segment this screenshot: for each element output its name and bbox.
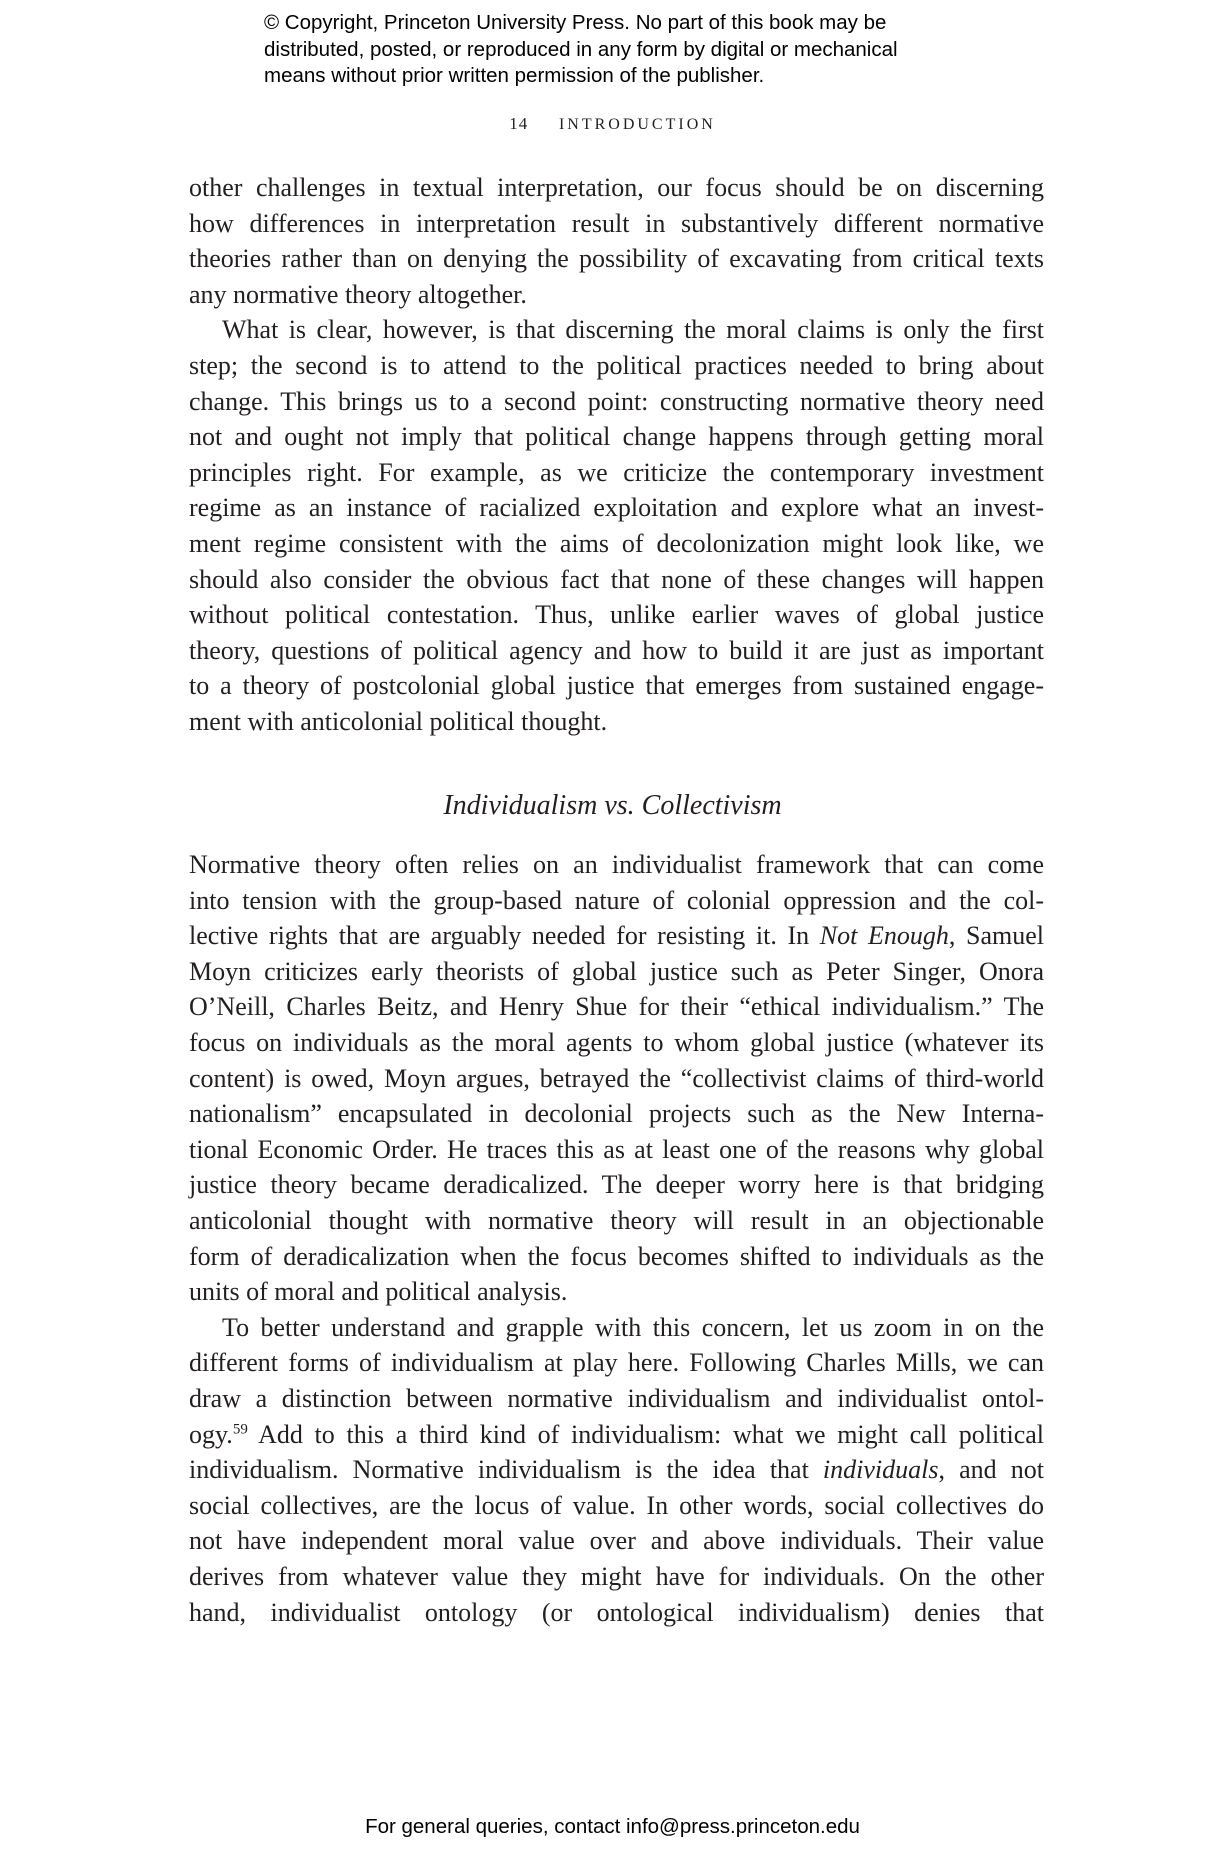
text-line: not and ought not imply that political change happens through getting moral bbox=[189, 422, 1044, 452]
running-head bbox=[0, 114, 1225, 134]
text-line: O’Neill, Charles Beitz, and Henry Shue for their “ethical individualism.” The bbox=[189, 992, 1044, 1022]
text-line bbox=[189, 1417, 1044, 1453]
text-line: into tension with the group-based nature of colonial oppression and the col- bbox=[189, 885, 1044, 915]
emphasis: individuals bbox=[822, 1455, 939, 1485]
section-heading: Individualism vs. Collectivism bbox=[443, 790, 782, 821]
paragraph-4 bbox=[189, 1310, 1044, 1630]
text-run: , Samuel bbox=[948, 921, 1044, 951]
text-line: To better understand and grapple with this concern, let us zoom in on the bbox=[222, 1312, 1044, 1342]
text-run: , and not bbox=[938, 1455, 1044, 1485]
text-line: anticolonial thought with normative theory will result in an objectionable bbox=[189, 1205, 1044, 1235]
paragraph-3 bbox=[189, 847, 1044, 1310]
text-line: nationalism” encapsulated in decolonial projects such as the New Interna- bbox=[189, 1099, 1044, 1129]
text-line: how differences in interpretation result in substantively different normative bbox=[189, 208, 1044, 238]
footnote-reference[interactable]: 59 bbox=[232, 1420, 248, 1437]
text-run: lective rights that are arguably needed for resisting it. In bbox=[189, 921, 820, 951]
text-line: hand, individualist ontology (or ontological individualism) denies that bbox=[189, 1597, 1044, 1627]
text-line: draw a distinction between normative individualism and individualist ontol- bbox=[189, 1383, 1044, 1413]
book-title: Not Enough bbox=[819, 921, 949, 951]
text-line: form of deradicalization when the focus becomes shifted to individuals as the bbox=[189, 1241, 1044, 1271]
text-line: Moyn criticizes early theorists of global justice such as Peter Singer, Onora bbox=[189, 956, 1044, 986]
text-line: Normative theory often relies on an individualist framework that can come bbox=[189, 850, 1044, 879]
paragraph-1 bbox=[189, 170, 1044, 312]
text-line: content) is owed, Moyn argues, betrayed the “collectivist claims of third-world bbox=[189, 1063, 1044, 1093]
text-line: other challenges in textual interpretation, our focus should be on discerning bbox=[189, 173, 1044, 202]
text-line: principles right. For example, as we criticize the contemporary investment bbox=[189, 457, 1044, 487]
copyright-line: means without prior written permission of the publisher. bbox=[264, 64, 765, 87]
text-line: ment regime consistent with the aims of decolonization might look like, we bbox=[189, 528, 1044, 558]
text-run: Add to this a third kind of individualism: what we might call political bbox=[247, 1419, 1044, 1449]
text-line: theories rather than on denying the possibility of excavating from critical texts bbox=[189, 244, 1044, 274]
running-head-section: INTRODUCTION bbox=[558, 116, 716, 133]
text-line: derives from whatever value they might have for individuals. On the other bbox=[189, 1561, 1044, 1591]
text-line: should also consider the obvious fact that none of these changes will happen bbox=[189, 564, 1044, 594]
text-line: justice theory became deradicalized. The deeper worry here is that bridging bbox=[189, 1170, 1044, 1200]
text-line: units of moral and political analysis. bbox=[189, 1277, 568, 1307]
text-run: individualism. Normative individualism is the idea that bbox=[189, 1455, 823, 1485]
text-line: not have independent moral value over and above individuals. Their value bbox=[189, 1526, 1044, 1556]
text-line: regime as an instance of racialized exploitation and explore what an invest- bbox=[189, 493, 1044, 523]
text-line: theory, questions of political agency and how to build it are just as important bbox=[189, 635, 1044, 665]
page-number: 14 bbox=[509, 114, 529, 133]
text-line bbox=[189, 918, 1044, 954]
text-line: change. This brings us to a second point: constructing normative theory need bbox=[189, 386, 1044, 416]
text-line: focus on individuals as the moral agents to whom global justice (whatever its bbox=[189, 1027, 1044, 1057]
copyright-line: © Copyright, Princeton University Press. No part of this book may be bbox=[264, 11, 887, 34]
paragraph-2 bbox=[189, 312, 1044, 739]
text-line: to a theory of postcolonial global justice that emerges from sustained engage- bbox=[189, 671, 1044, 701]
text-line: tional Economic Order. He traces this as at least one of the reasons why global bbox=[189, 1134, 1044, 1164]
text-line: What is clear, however, is that discerning the moral claims is only the first bbox=[222, 315, 1044, 345]
text-line: any normative theory altogether. bbox=[189, 279, 527, 309]
text-line: without political contestation. Thus, unlike earlier waves of global justice bbox=[189, 600, 1044, 630]
copyright-notice bbox=[264, 10, 1024, 90]
text-run: ogy. bbox=[189, 1419, 233, 1449]
text-line bbox=[189, 1452, 1044, 1488]
text-line: different forms of individualism at play here. Following Charles Mills, we can bbox=[189, 1348, 1044, 1378]
footer-contact: For general queries, contact info@press.princeton.edu bbox=[365, 1815, 860, 1838]
text-line: ment with anticolonial political thought. bbox=[189, 706, 608, 736]
text-line: social collectives, are the locus of value. In other words, social collectives do bbox=[189, 1490, 1044, 1520]
text-line: step; the second is to attend to the political practices needed to bring about bbox=[189, 350, 1044, 380]
copyright-line: distributed, posted, or reproduced in any form by digital or mechanical bbox=[264, 37, 898, 61]
